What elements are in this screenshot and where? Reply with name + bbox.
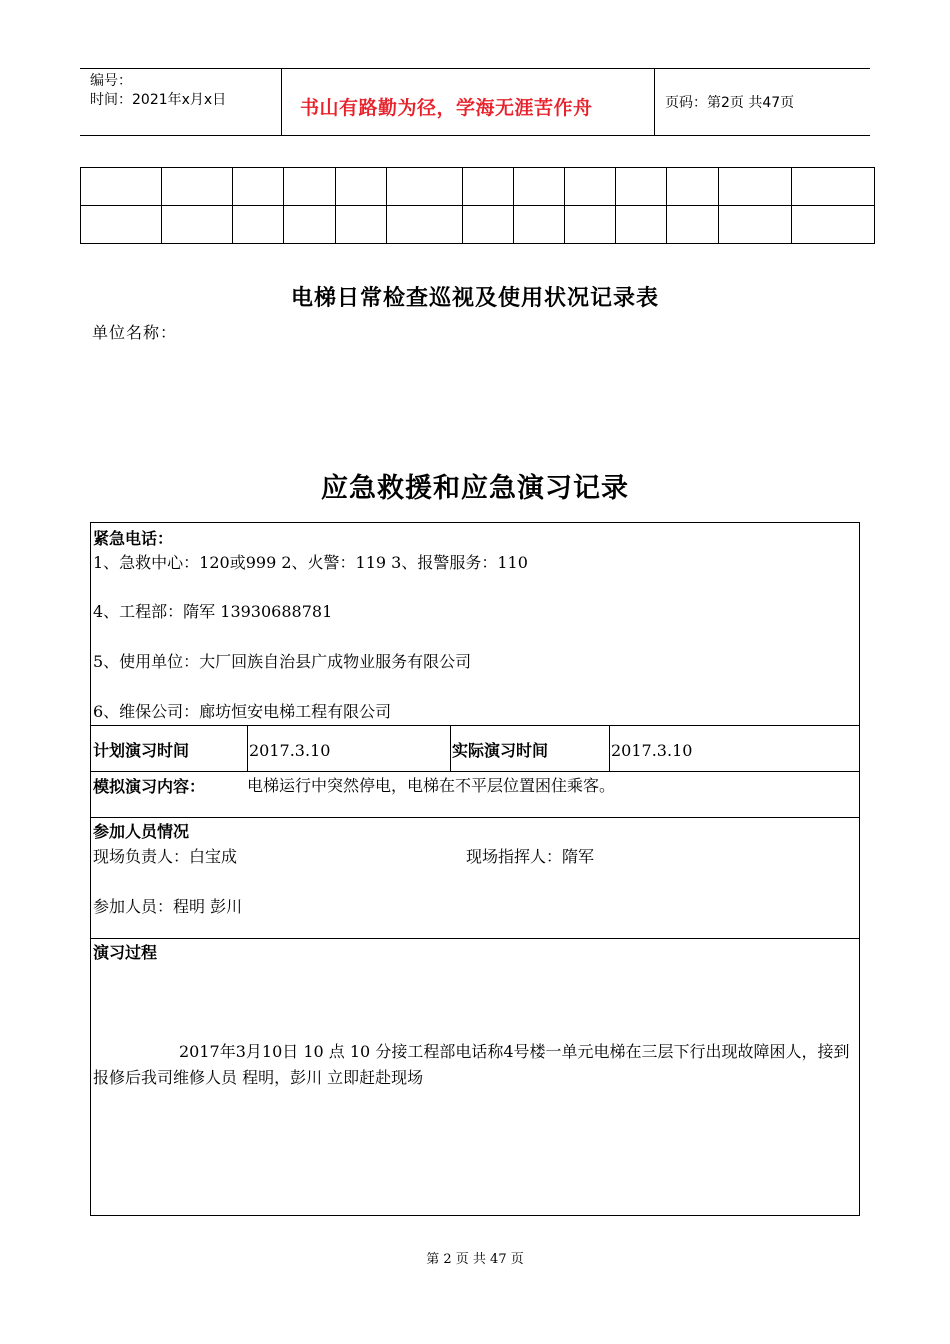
page-footer: 第 2 页 共 47 页 — [426, 1252, 524, 1267]
blank-cell — [719, 168, 792, 206]
header-bottom-rule — [80, 135, 870, 136]
blank-cell — [616, 206, 667, 244]
inspection-record-title: 电梯日常检查巡视及使用状况记录表 — [290, 286, 659, 311]
blank-cell — [284, 206, 336, 244]
blank-cell — [463, 168, 514, 206]
blank-cell — [162, 168, 233, 206]
planned-time-value: 2017.3.10 — [249, 741, 331, 760]
site-commander: 现场指挥人：隋军 — [466, 847, 595, 866]
simulation-value: 电梯运行中突然停电，电梯在不平层位置困住乘客。 — [247, 776, 616, 795]
header-divider — [281, 69, 282, 135]
blank-grid-row — [81, 206, 875, 244]
emergency-line-5: 5、使用单位：大厂回族自治县广成物业服务有限公司 — [93, 652, 472, 671]
row-divider — [91, 817, 859, 818]
blank-cell — [162, 206, 233, 244]
blank-cell — [463, 206, 514, 244]
header-motto: 书山有路勤为径，学海无涯苦作舟 — [300, 97, 593, 119]
blank-cell — [284, 168, 336, 206]
doc-time-label: 时间：2021年x月x日 — [90, 92, 227, 108]
blank-cell — [616, 168, 667, 206]
blank-cell — [81, 206, 162, 244]
header-divider — [654, 69, 655, 135]
header-top-rule — [80, 68, 870, 69]
blank-cell — [387, 206, 463, 244]
blank-cell — [233, 206, 284, 244]
process-paragraph: 2017年3月10日 10 点 10 分接工程部电话称4号楼一单元电梯在三层下行出现故障困人，接到报修后我司维修人员 程明，彭川 立即赶赴现场 — [93, 1042, 850, 1087]
emergency-line-1: 1、急救中心：120或999 2、火警：119 3、报警服务：110 — [93, 553, 528, 572]
blank-cell — [81, 168, 162, 206]
blank-cell — [336, 168, 387, 206]
blank-cell — [792, 206, 875, 244]
blank-cell — [233, 168, 284, 206]
process-heading: 演习过程 — [93, 943, 158, 962]
emergency-line-6: 6、维保公司：廊坊恒安电梯工程有限公司 — [93, 702, 392, 721]
drill-record-title: 应急救援和应急演习记录 — [321, 473, 629, 504]
col-divider — [450, 725, 451, 771]
blank-cell — [514, 168, 565, 206]
blank-cell — [792, 168, 875, 206]
blank-cell — [667, 206, 719, 244]
simulation-label: 模拟演习内容： — [93, 777, 206, 796]
blank-cell — [387, 168, 463, 206]
actual-time-label: 实际演习时间 — [452, 741, 549, 760]
planned-time-label: 计划演习时间 — [93, 741, 190, 760]
emergency-heading: 紧急电话： — [93, 529, 174, 548]
site-leader: 现场负责人：白宝成 — [93, 847, 238, 866]
header-page-label: 页码：第2页 共47页 — [665, 95, 795, 111]
participants-heading: 参加人员情况 — [93, 822, 190, 841]
drill-record-form — [90, 522, 860, 1216]
col-divider — [247, 725, 248, 771]
row-divider — [91, 725, 859, 726]
unit-name-label: 单位名称： — [92, 323, 178, 342]
blank-cell — [336, 206, 387, 244]
emergency-line-4: 4、工程部：隋军 13930688781 — [93, 602, 333, 621]
row-divider — [91, 938, 859, 939]
blank-cell — [514, 206, 565, 244]
blank-grid-table — [80, 167, 875, 244]
blank-cell — [565, 168, 616, 206]
blank-cell — [719, 206, 792, 244]
participant-members: 参加人员：程明 彭川 — [93, 897, 243, 916]
blank-cell — [565, 206, 616, 244]
row-divider — [91, 771, 859, 772]
col-divider — [609, 725, 610, 771]
blank-grid-row — [81, 168, 875, 206]
actual-time-value: 2017.3.10 — [611, 741, 693, 760]
blank-cell — [667, 168, 719, 206]
doc-number-label: 编号： — [90, 73, 132, 89]
